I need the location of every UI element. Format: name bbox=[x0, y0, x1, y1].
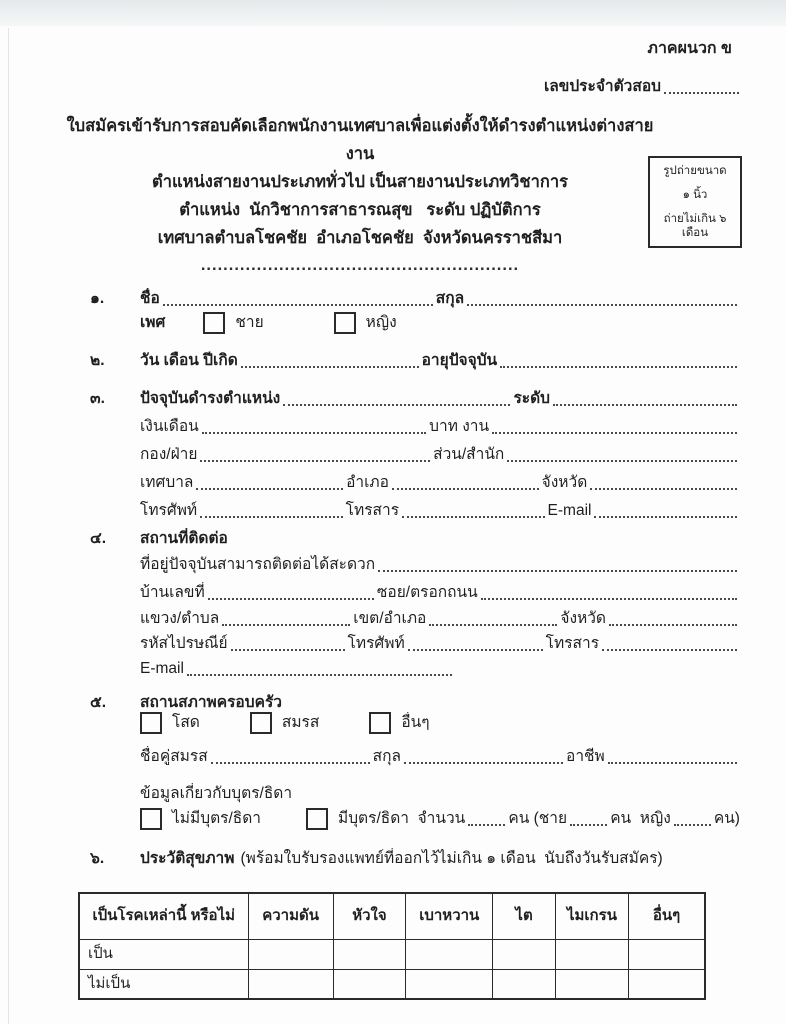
table-header-cell: เบาหวาน bbox=[406, 893, 493, 939]
baht-label: บาท งาน bbox=[429, 418, 490, 435]
female-checkbox[interactable] bbox=[334, 312, 356, 334]
single-label: โสด bbox=[172, 714, 200, 731]
surname-blank[interactable] bbox=[467, 304, 737, 306]
photo-size-label: รูปถ่ายขนาด bbox=[663, 165, 727, 177]
current-position-label: ปัจจุบันดำรงตำแหน่ง bbox=[140, 390, 281, 407]
table-cell[interactable] bbox=[248, 969, 333, 999]
current-address-label: ที่อยู่ปัจจุบันสามารถติดต่อได้สะดวก bbox=[140, 556, 376, 573]
spouse-surname-blank[interactable] bbox=[404, 762, 563, 764]
province-blank[interactable] bbox=[590, 488, 737, 490]
spouse-name-label: ชื่อคู่สมรส bbox=[140, 748, 208, 765]
health-history-note: (พร้อมใบรับรองแพทย์ที่ออกไว้ไม่เกิน ๑ เดือน นับถึงวันรับสมัคร) bbox=[240, 850, 663, 867]
house-no-blank[interactable] bbox=[208, 598, 374, 600]
email-label: E-mail bbox=[547, 502, 592, 519]
district2-blank[interactable] bbox=[429, 624, 557, 626]
province2-label: จังหวัด bbox=[560, 610, 606, 627]
spouse-row bbox=[140, 746, 740, 768]
table-cell[interactable] bbox=[493, 939, 556, 969]
row-label-cell: เป็น bbox=[79, 939, 248, 969]
table-cell[interactable] bbox=[333, 939, 406, 969]
children-header-row bbox=[140, 783, 740, 805]
soi-blank[interactable] bbox=[481, 598, 737, 600]
girls-count-blank[interactable] bbox=[674, 824, 711, 826]
current-position-blank[interactable] bbox=[283, 404, 510, 406]
salary-row bbox=[140, 416, 740, 438]
table-cell[interactable] bbox=[333, 969, 406, 999]
table-header-cell: ไมเกรน bbox=[555, 893, 628, 939]
other-status-label: อื่นๆ bbox=[401, 714, 430, 731]
postcode-blank[interactable] bbox=[231, 649, 345, 651]
email-blank[interactable] bbox=[594, 516, 737, 518]
fax2-blank[interactable] bbox=[602, 649, 737, 651]
boys-unit-label: คน หญิง bbox=[610, 810, 671, 827]
province2-blank[interactable] bbox=[609, 624, 737, 626]
no-children-label: ไม่มีบุตร/ธิดา bbox=[172, 810, 261, 827]
postcode-label: รหัสไปรษณีย์ bbox=[140, 635, 228, 652]
contact-place-header: สถานที่ติดต่อ bbox=[140, 530, 228, 547]
title-line-2: ตำแหน่งสายงานประเภททั่วไป เป็นสายงานประเภทวิชาการ bbox=[152, 173, 568, 191]
soi-label: ซอย/ตรอกถนน bbox=[376, 584, 478, 601]
phone2-blank[interactable] bbox=[408, 649, 543, 651]
children-unit-label: คน (ชาย bbox=[508, 810, 568, 827]
table-cell[interactable] bbox=[406, 939, 493, 969]
title-line-4: เทศบาลตำบลโชคชัย อำเภอโชคชัย จังหวัดนครราชสีมา bbox=[157, 229, 563, 247]
level-blank[interactable] bbox=[553, 404, 737, 406]
section-4-header-row bbox=[90, 528, 740, 550]
house-no-row bbox=[140, 582, 740, 604]
married-label: สมรส bbox=[281, 714, 320, 731]
bureau-blank[interactable] bbox=[507, 460, 737, 462]
section-2-row bbox=[90, 350, 740, 372]
section-5-number: ๕. bbox=[90, 694, 107, 711]
age-label: อายุปัจจุบัน bbox=[421, 352, 498, 369]
table-cell[interactable] bbox=[629, 969, 705, 999]
occupation-label: อาชีพ bbox=[566, 748, 605, 765]
sex-row bbox=[140, 312, 740, 334]
section-2-number: ๒. bbox=[90, 352, 105, 369]
district-blank[interactable] bbox=[392, 488, 539, 490]
boys-count-blank[interactable] bbox=[570, 824, 607, 826]
table-header-cell: หัวใจ bbox=[333, 893, 406, 939]
subdistrict-label: แขวง/ตำบล bbox=[140, 610, 220, 627]
married-checkbox[interactable] bbox=[250, 712, 272, 734]
house-no-label: บ้านเลขที่ bbox=[140, 584, 205, 601]
municipality-row bbox=[140, 472, 740, 494]
table-header-cell: ความดัน bbox=[248, 893, 333, 939]
photo-age-note: ถ่ายไม่เกิน ๖ เดือน bbox=[663, 213, 727, 239]
photo-box bbox=[648, 156, 742, 248]
table-cell[interactable] bbox=[555, 969, 628, 999]
subdistrict-row bbox=[140, 608, 740, 630]
name-blank[interactable] bbox=[163, 304, 433, 306]
male-label: ชาย bbox=[235, 314, 264, 331]
title-line-1: ใบสมัครเข้ารับการสอบคัดเลือกพนักงานเทศบาลเพื่อแต่งตั้งให้ดำรงตำแหน่งต่างสายงาน bbox=[66, 117, 654, 163]
exam-id-label: เลขประจำตัวสอบ bbox=[543, 78, 661, 95]
table-header-cell: ไต bbox=[493, 893, 556, 939]
table-cell[interactable] bbox=[406, 969, 493, 999]
birthdate-blank[interactable] bbox=[241, 366, 419, 368]
email2-row bbox=[140, 658, 740, 680]
division-row bbox=[140, 444, 740, 466]
marital-checkbox-row bbox=[140, 712, 740, 734]
table-row bbox=[79, 969, 705, 999]
phone-row bbox=[140, 500, 740, 522]
postcode-row bbox=[140, 633, 740, 655]
has-children-label: มีบุตร/ธิดา จำนวน bbox=[338, 810, 466, 827]
district-label: อำเภอ bbox=[346, 474, 389, 491]
female-label: หญิง bbox=[365, 314, 397, 331]
table-header-cell: อื่นๆ bbox=[629, 893, 705, 939]
photo-size-value: ๑ นิ้ว bbox=[682, 189, 708, 201]
title-line-3: ตำแหน่ง นักวิชาการสาธารณสุข ระดับ ปฏิบัติการ bbox=[179, 201, 541, 219]
surname-label: สกุล bbox=[435, 290, 465, 307]
children-checkbox-row bbox=[140, 808, 740, 830]
form-title bbox=[60, 112, 660, 278]
appendix-label: ภาคผนวก ข bbox=[647, 40, 732, 57]
current-address-row bbox=[140, 554, 740, 576]
name-label: ชื่อ bbox=[140, 290, 160, 307]
row-label-cell: ไม่เป็น bbox=[79, 969, 248, 999]
section-4-number: ๔. bbox=[90, 530, 107, 547]
spouse-surname-label: สกุล bbox=[372, 748, 402, 765]
subdistrict-blank[interactable] bbox=[222, 624, 350, 626]
salary-blank[interactable] bbox=[202, 432, 426, 434]
other-status-checkbox[interactable] bbox=[369, 712, 391, 734]
municipality-label: เทศบาล bbox=[140, 474, 194, 491]
birthdate-label: วัน เดือน ปีเกิด bbox=[140, 352, 238, 369]
sex-label: เพศ bbox=[140, 314, 166, 331]
exam-id-row bbox=[544, 76, 742, 98]
province-label: จังหวัด bbox=[541, 474, 588, 491]
no-children-checkbox[interactable] bbox=[140, 808, 162, 830]
level-label: ระดับ bbox=[513, 390, 550, 407]
male-checkbox[interactable] bbox=[203, 312, 225, 334]
scan-artifact-left-edge bbox=[8, 28, 9, 1024]
girls-unit-label: คน) bbox=[713, 810, 740, 827]
scan-artifact-top-band bbox=[0, 0, 786, 26]
table-header-cell: เป็นโรคเหล่านี้ หรือไม่ bbox=[79, 893, 248, 939]
bureau-label: ส่วน/สำนัก bbox=[433, 446, 505, 463]
table-cell[interactable] bbox=[555, 939, 628, 969]
section-6-number: ๖. bbox=[90, 850, 105, 867]
section-3-position-row bbox=[90, 388, 740, 410]
section-5-header-row bbox=[90, 692, 740, 714]
section-6-header-row bbox=[90, 848, 740, 870]
division-label: กอง/ฝ่าย bbox=[140, 446, 198, 463]
occupation-blank[interactable] bbox=[608, 762, 737, 764]
health-history-header: ประวัติสุขภาพ bbox=[140, 850, 235, 867]
table-row bbox=[79, 939, 705, 969]
fax-blank[interactable] bbox=[402, 516, 545, 518]
title-divider-dots: ......................................................... bbox=[200, 256, 520, 274]
salary-label: เงินเดือน bbox=[140, 418, 199, 435]
fax2-label: โทรสาร bbox=[545, 635, 600, 652]
division-blank[interactable] bbox=[200, 460, 430, 462]
health-table-header-row bbox=[79, 893, 705, 939]
health-table bbox=[78, 892, 706, 1000]
phone-label: โทรศัพท์ bbox=[140, 502, 198, 519]
children-count-blank[interactable] bbox=[468, 824, 505, 826]
section-1-number: ๑. bbox=[90, 290, 105, 307]
district2-label: เขต/อำเภอ bbox=[353, 610, 427, 627]
section-3-number: ๓. bbox=[90, 390, 105, 407]
single-checkbox[interactable] bbox=[140, 712, 162, 734]
work-blank[interactable] bbox=[492, 432, 737, 434]
municipality-blank[interactable] bbox=[196, 488, 343, 490]
exam-id-blank[interactable] bbox=[664, 92, 739, 94]
children-header: ข้อมูลเกี่ยวกับบุตร/ธิดา bbox=[140, 785, 293, 802]
section-1-name-row bbox=[90, 288, 740, 310]
table-cell[interactable] bbox=[629, 939, 705, 969]
table-cell[interactable] bbox=[493, 969, 556, 999]
email2-blank[interactable] bbox=[187, 674, 452, 676]
age-blank[interactable] bbox=[500, 366, 737, 368]
fax-label: โทรสาร bbox=[345, 502, 400, 519]
email2-label: E-mail bbox=[140, 660, 184, 677]
current-address-blank[interactable] bbox=[378, 570, 737, 572]
table-cell[interactable] bbox=[248, 939, 333, 969]
phone-blank[interactable] bbox=[200, 516, 343, 518]
phone2-label: โทรศัพท์ bbox=[347, 635, 405, 652]
has-children-checkbox[interactable] bbox=[306, 808, 328, 830]
spouse-name-blank[interactable] bbox=[211, 762, 370, 764]
family-status-header: สถานสภาพครอบครัว bbox=[140, 694, 282, 711]
